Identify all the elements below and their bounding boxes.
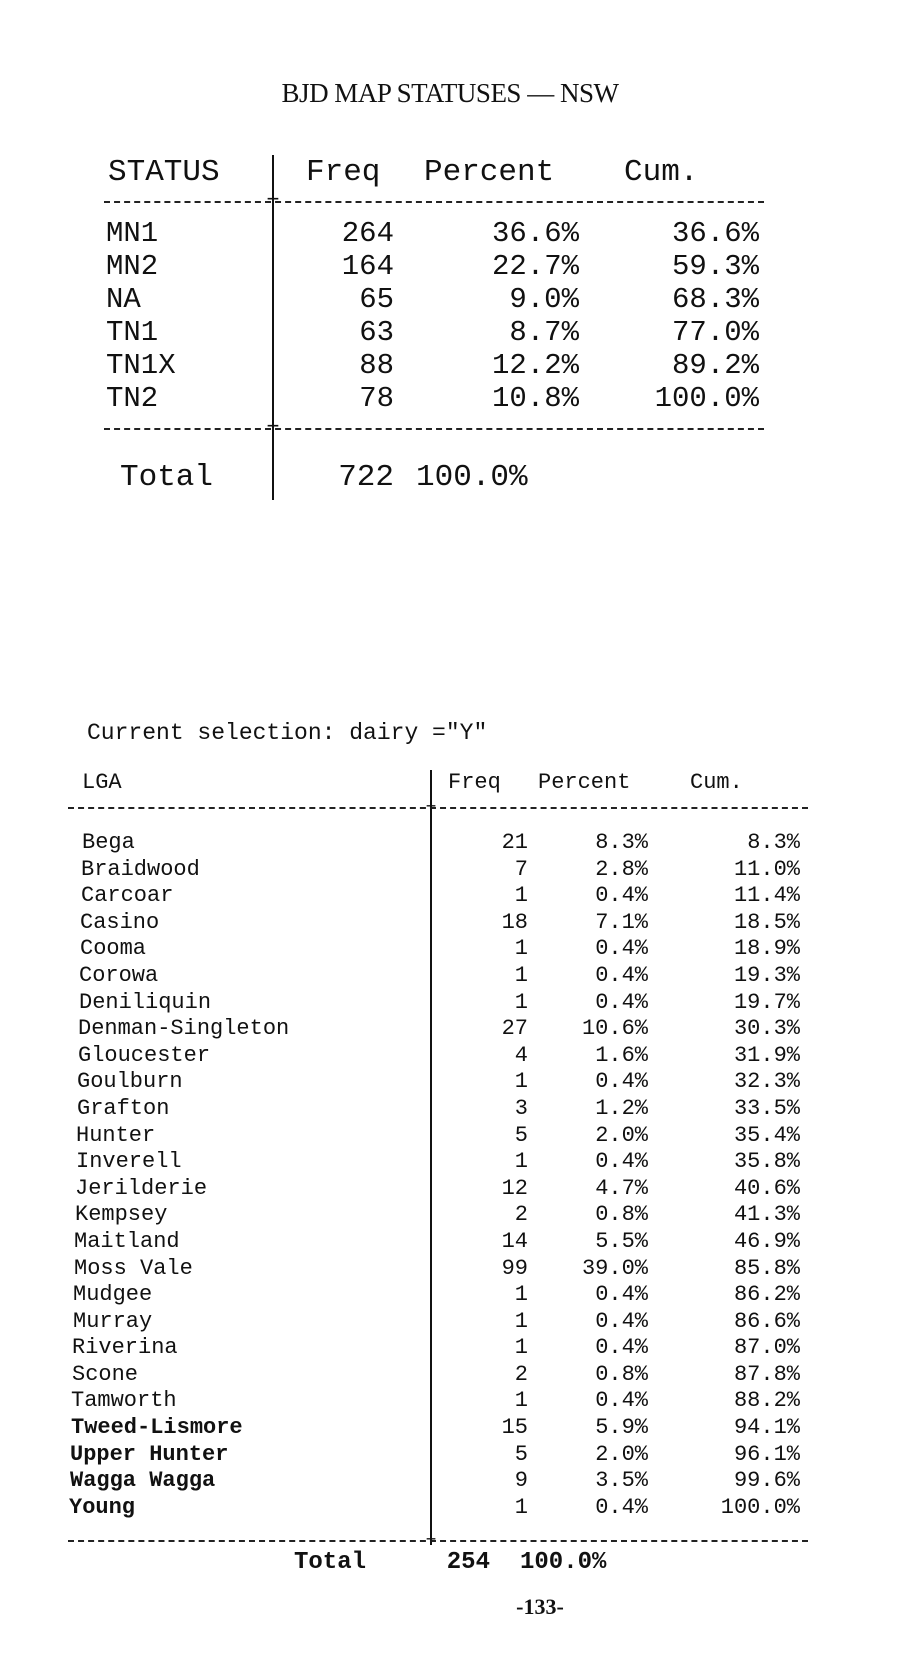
lga-name: Young	[69, 1494, 136, 1520]
total-freq: 254	[446, 1549, 490, 1576]
lga-percent: 1.2%	[595, 1095, 648, 1121]
cum-header: Cum.	[624, 155, 699, 190]
lga-cum: 33.5%	[733, 1095, 800, 1121]
lga-name: Braidwood	[81, 856, 200, 882]
lga-name: Casino	[80, 909, 160, 935]
lga-cum: 35.8%	[733, 1149, 800, 1175]
page-number: -133-	[516, 1594, 564, 1619]
freq-header: Freq	[448, 770, 501, 795]
lga-row	[68, 1415, 808, 1442]
lga-percent: 0.4%	[595, 1282, 648, 1308]
status-row	[104, 349, 764, 383]
lga-percent: 0.4%	[595, 1149, 648, 1175]
lga-row	[68, 830, 808, 857]
lga-cum: 85.8%	[733, 1255, 800, 1281]
status-cum: 100.0%	[654, 382, 759, 415]
lga-freq: 99	[501, 1255, 528, 1281]
lga-cum: 86.6%	[733, 1308, 800, 1334]
lga-name: Gloucester	[78, 1042, 211, 1068]
lga-cum: 11.4%	[733, 883, 800, 909]
lga-row	[68, 1282, 808, 1309]
total-divider	[104, 428, 764, 430]
lga-row	[68, 1096, 808, 1123]
lga-percent: 0.4%	[595, 1494, 648, 1520]
lga-name: Hunter	[76, 1122, 156, 1148]
status-label: MN1	[106, 217, 159, 250]
lga-name: Denman-Singleton	[78, 1016, 290, 1042]
lga-name: Wagga Wagga	[70, 1468, 216, 1494]
lga-freq: 12	[501, 1175, 528, 1201]
lga-name: Upper Hunter	[70, 1441, 229, 1467]
total-percent: 100.0%	[520, 1549, 607, 1576]
status-header: STATUS	[108, 155, 220, 190]
lga-row	[68, 1149, 808, 1176]
divider-cross: +	[425, 1531, 437, 1551]
status-freq: 88	[359, 349, 394, 382]
divider-cross: +	[266, 188, 280, 213]
total-freq: 722	[338, 460, 394, 495]
lga-percent: 2.0%	[595, 1122, 648, 1148]
total-label: Total	[293, 1549, 366, 1576]
lga-percent: 5.9%	[595, 1415, 648, 1441]
lga-percent: 0.8%	[595, 1202, 648, 1228]
lga-percent: 0.4%	[595, 989, 648, 1015]
lga-row	[68, 883, 808, 910]
lga-cum: 46.9%	[733, 1228, 800, 1254]
page-title: BJD MAP STATUSES — NSW	[281, 78, 619, 108]
lga-name: Grafton	[77, 1095, 170, 1121]
lga-percent: 2.8%	[595, 856, 648, 882]
lga-cum: 30.3%	[733, 1016, 800, 1042]
lga-name: Moss Vale	[74, 1255, 193, 1281]
lga-cum: 86.2%	[733, 1282, 800, 1308]
lga-name: Jerilderie	[75, 1175, 208, 1201]
lga-total-row	[68, 1549, 808, 1583]
lga-cum: 19.3%	[733, 962, 800, 988]
total-percent: 100.0%	[416, 460, 528, 495]
lga-freq: 4	[514, 1042, 528, 1068]
lga-header: LGA	[82, 770, 122, 795]
lga-freq: 5	[514, 1122, 528, 1148]
lga-freq: 7	[514, 856, 528, 882]
status-freq: 264	[341, 217, 394, 250]
lga-percent: 5.5%	[595, 1228, 648, 1254]
lga-freq: 1	[514, 1149, 528, 1175]
lga-freq: 18	[501, 909, 528, 935]
percent-header: Percent	[424, 155, 555, 190]
lga-freq: 2	[514, 1361, 528, 1387]
header-divider	[104, 201, 764, 203]
status-label: TN1	[106, 316, 159, 349]
lga-percent: 8.3%	[595, 830, 648, 855]
status-percent: 22.7%	[491, 250, 579, 283]
lga-percent: 0.4%	[595, 1069, 648, 1095]
lga-freq: 1	[514, 1335, 528, 1361]
lga-name: Inverell	[76, 1149, 182, 1175]
lga-percent: 0.4%	[595, 936, 648, 962]
lga-cum: 100.0%	[720, 1494, 800, 1520]
lga-row	[68, 1362, 808, 1389]
lga-freq: 3	[514, 1095, 528, 1121]
status-percent: 9.0%	[509, 283, 579, 316]
lga-row	[68, 1468, 808, 1495]
lga-freq: 27	[501, 1016, 528, 1042]
lga-freq: 1	[514, 1494, 528, 1520]
lga-percent: 0.4%	[595, 883, 648, 909]
status-cum: 59.3%	[671, 250, 759, 283]
lga-percent: 0.8%	[595, 1361, 648, 1387]
freq-header: Freq	[306, 155, 381, 190]
status-cum: 77.0%	[671, 316, 759, 349]
lga-cum: 96.1%	[733, 1441, 800, 1467]
status-row	[104, 283, 764, 317]
lga-cum: 35.4%	[733, 1122, 800, 1148]
status-row	[104, 316, 764, 350]
status-percent: 10.8%	[491, 382, 579, 415]
lga-cum: 40.6%	[733, 1175, 800, 1201]
status-cum: 68.3%	[671, 283, 759, 316]
lga-row	[68, 1309, 808, 1336]
status-cum: 36.6%	[671, 217, 759, 250]
lga-freq: 1	[514, 1282, 528, 1308]
status-label: TN2	[106, 382, 159, 415]
lga-cum: 87.8%	[733, 1361, 800, 1387]
percent-header: Percent	[538, 770, 631, 795]
lga-cum: 94.1%	[733, 1415, 800, 1441]
lga-name: Deniliquin	[79, 989, 212, 1015]
lga-freq: 1	[514, 936, 528, 962]
lga-row	[68, 1442, 808, 1469]
lga-row	[68, 1229, 808, 1256]
lga-percent: 0.4%	[595, 962, 648, 988]
lga-cum: 87.0%	[733, 1335, 800, 1361]
lga-percent: 0.4%	[595, 1388, 648, 1414]
lga-cum: 19.7%	[733, 989, 800, 1015]
lga-cum: 31.9%	[733, 1042, 800, 1068]
lga-row	[68, 963, 808, 990]
status-label: MN2	[106, 250, 159, 283]
lga-cum: 8.3%	[747, 830, 800, 855]
status-frequency-table	[104, 155, 764, 515]
lga-percent: 7.1%	[595, 909, 648, 935]
status-row	[104, 250, 764, 284]
lga-freq: 1	[514, 1069, 528, 1095]
lga-percent: 2.0%	[595, 1441, 648, 1467]
lga-cum: 41.3%	[733, 1202, 800, 1228]
lga-name: Kempsey	[75, 1202, 168, 1228]
lga-name: Carcoar	[81, 883, 174, 909]
status-freq: 63	[359, 316, 394, 349]
lga-percent: 4.7%	[595, 1175, 648, 1201]
lga-percent: 0.4%	[595, 1308, 648, 1334]
status-label: NA	[106, 283, 141, 316]
status-percent: 12.2%	[491, 349, 579, 382]
lga-row	[68, 936, 808, 963]
lga-percent: 3.5%	[595, 1468, 648, 1494]
lga-row	[68, 1176, 808, 1203]
status-freq: 78	[359, 382, 394, 415]
lga-name: Scone	[72, 1361, 139, 1387]
lga-name: Goulburn	[77, 1069, 183, 1095]
status-percent: 36.6%	[491, 217, 579, 250]
lga-row	[68, 910, 808, 937]
lga-freq: 1	[514, 989, 528, 1015]
total-label: Total	[120, 460, 214, 495]
status-cum: 89.2%	[671, 349, 759, 382]
lga-cum: 88.2%	[733, 1388, 800, 1414]
lga-name: Cooma	[80, 936, 147, 962]
status-label: TN1X	[106, 349, 176, 382]
lga-row	[68, 1388, 808, 1415]
lga-frequency-table	[68, 770, 808, 1590]
lga-percent: 10.6%	[581, 1016, 648, 1042]
status-total-row	[104, 460, 764, 500]
divider-cross: +	[425, 798, 437, 818]
lga-cum: 99.6%	[733, 1468, 800, 1494]
lga-row	[68, 1016, 808, 1043]
lga-freq: 21	[501, 830, 528, 855]
lga-freq: 1	[514, 962, 528, 988]
lga-name: Bega	[82, 830, 135, 855]
status-freq: 65	[359, 283, 394, 316]
lga-freq: 2	[514, 1202, 528, 1228]
lga-freq: 1	[514, 883, 528, 909]
lga-cum: 11.0%	[733, 856, 800, 882]
lga-percent: 39.0%	[581, 1255, 648, 1281]
lga-row	[68, 1043, 808, 1070]
status-freq: 164	[341, 250, 394, 283]
lga-name: Mudgee	[73, 1282, 153, 1308]
lga-percent: 1.6%	[595, 1042, 648, 1068]
lga-percent: 0.4%	[595, 1335, 648, 1361]
lga-row	[68, 990, 808, 1017]
lga-name: Riverina	[72, 1335, 178, 1361]
lga-row	[68, 1069, 808, 1096]
lga-name: Tweed-Lismore	[71, 1415, 243, 1441]
lga-freq: 5	[514, 1441, 528, 1467]
lga-freq: 14	[501, 1228, 528, 1254]
lga-freq: 1	[514, 1388, 528, 1414]
lga-name: Tamworth	[71, 1388, 177, 1414]
divider-cross: +	[266, 415, 280, 440]
lga-cum: 18.9%	[733, 936, 800, 962]
lga-row	[68, 857, 808, 884]
lga-name: Corowa	[79, 962, 159, 988]
lga-row	[68, 1335, 808, 1362]
lga-name: Murray	[73, 1308, 153, 1334]
lga-row	[68, 1256, 808, 1283]
lga-rows	[68, 830, 808, 1521]
status-row	[104, 382, 764, 416]
status-row	[104, 217, 764, 251]
lga-freq: 15	[501, 1415, 528, 1441]
lga-cum: 32.3%	[733, 1069, 800, 1095]
current-selection: Current selection: dairy ="Y"	[87, 720, 488, 746]
lga-cum: 18.5%	[733, 909, 800, 935]
lga-freq: 1	[514, 1308, 528, 1334]
lga-name: Maitland	[74, 1228, 180, 1254]
lga-row	[68, 1202, 808, 1229]
lga-row	[68, 1495, 808, 1522]
status-percent: 8.7%	[509, 316, 579, 349]
cum-header: Cum.	[690, 770, 743, 795]
lga-row	[68, 1123, 808, 1150]
lga-freq: 9	[514, 1468, 528, 1494]
